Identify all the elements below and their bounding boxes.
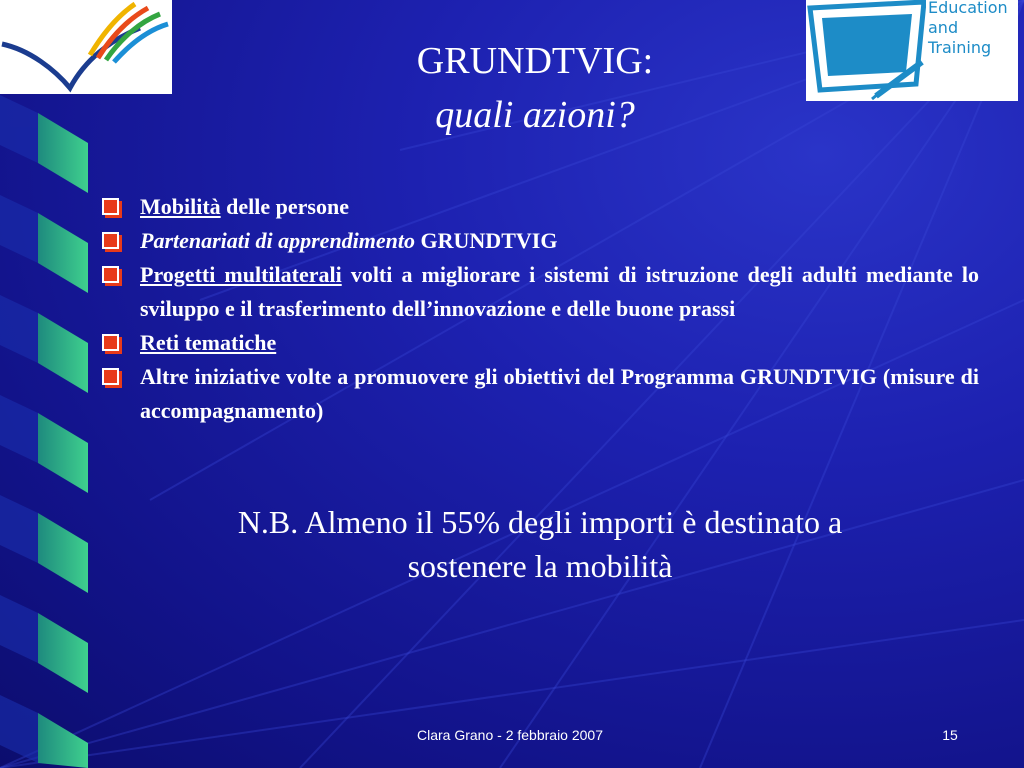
note-line-2: sostenere la mobilità [407, 548, 673, 584]
bullet-keyword: Reti tematiche [140, 330, 277, 355]
bullet-keyword: Partenariati di apprendimento [140, 228, 416, 253]
slide-title [300, 38, 770, 138]
logo-text-line-3: Training [928, 38, 992, 57]
note-line-1: N.B. Almeno il 55% degli importi è destinato a [237, 504, 843, 540]
footer-author-date: Clara Grano - 2 febbraio 2007 [417, 727, 603, 743]
left-stripe-decoration [0, 95, 90, 768]
computer-pencil-icon [806, 0, 926, 101]
bullet-list [98, 190, 979, 428]
bullet-item [98, 224, 979, 258]
checkbox-square-icon [102, 368, 119, 385]
checkbox-square-icon [102, 334, 119, 351]
bullet-keyword: Mobilità [140, 194, 221, 219]
page-number: 15 [942, 727, 958, 743]
bullet-text: volti a migliorare i sistemi di istruzione degli adulti mediante lo sviluppo e il trasferimento dell’innovazione e delle buone prassi [140, 262, 980, 321]
eu-logo [0, 0, 172, 94]
checkbox-square-icon [102, 266, 119, 283]
bullet-text: GRUNDTVIG [415, 228, 558, 253]
bullet-item [98, 258, 979, 326]
bullet-item [98, 360, 979, 428]
bullet-text: delle persone [220, 194, 349, 219]
bullet-keyword: Progetti multilaterali [140, 262, 342, 287]
checkbox-square-icon [102, 232, 119, 249]
eu-lifelong-learning-logo-icon [0, 0, 172, 94]
checkbox-square-icon [102, 198, 119, 215]
education-training-logo [806, 0, 1018, 101]
note-text [150, 500, 930, 588]
logo-text-line-2: and [928, 18, 959, 37]
bullet-item [98, 326, 979, 360]
subtitle-text: quali azioni? [435, 94, 635, 136]
bullet-text: Altre iniziative volte a promuovere gli obiettivi del Programma GRUNDTVIG (misure di accompagnamento) [140, 364, 979, 423]
title-text: GRUNDTVIG: [416, 40, 654, 82]
logo-text-line-1: Education [928, 0, 1008, 17]
bullet-item [98, 190, 979, 224]
